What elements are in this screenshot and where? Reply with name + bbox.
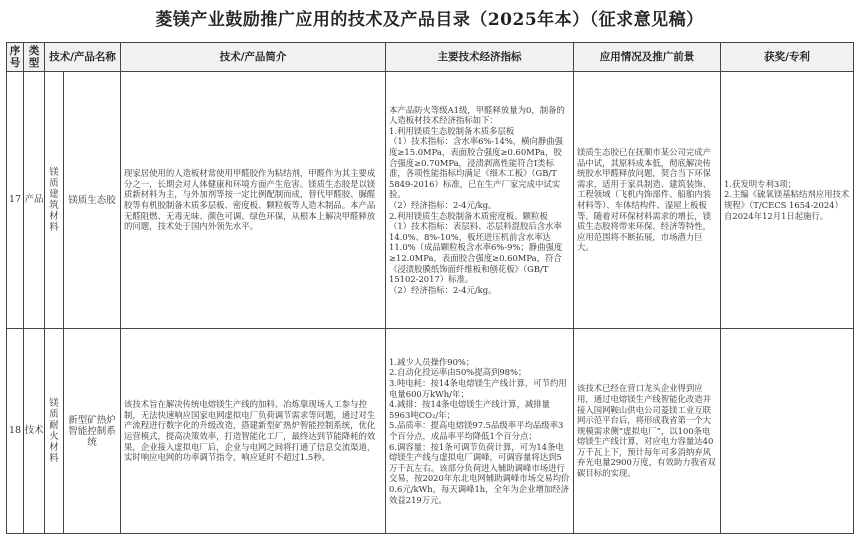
header-awards: 获奖/专利 [721, 43, 854, 72]
indicator-line: （2）经济指标：2-4元/kg。 [389, 284, 497, 295]
header-no: 序号 [7, 43, 24, 72]
indicator-line: 6.调容量：按1条可调节负荷计算，可为14条电熔镁生产线与虚拟电厂调峰，可调容量将达到5万千瓦左右。该部分负荷进入辅助调峰市场进行交易，按2020年东北电网辅助调峰市场交易均价0.6元/kWh，每天调峰1h，全年为企业增加经济效益219万元。 [389, 441, 570, 505]
table-row [7, 72, 854, 329]
table-row [7, 329, 854, 534]
catalog-table [6, 42, 854, 534]
indicator-line: 1.利用镁质生态胶制备木质多层板 [389, 125, 515, 136]
row-no: 17 [7, 72, 24, 329]
document-title: 菱镁产业鼓励推广应用的技术及产品目录（2025年本）（征求意见稿） [155, 10, 704, 30]
row-name: 新型矿热炉智能控制系统 [64, 329, 121, 534]
row-intro: 现家居使用的人造板材常使用甲醛胶作为粘结剂，甲醛作为其主要成分之一，长期会对人体健康和环境方面产生危害。镁质生态胶是以镁质新材料为主，与外加剂等按一定比例配制而成，替代甲醛胶、脲醛胶等有机胶制备木质多层板、密度板、颗粒板等人造木制品。本产品无醛阻燃、无毒无味、颜色可调、绿色环保，从根本上解决甲醛释放的问题，技术处于国内外领先水平。 [121, 72, 386, 329]
row-intro: 该技术旨在解决传统电熔镁生产线的加料、冶炼靠现场人工参与控制，无法快速响应国家电网虚拟电厂负荷调节需求等问题，通过对生产流程进行数字化的升级改造，搭建新型矿热炉智能控制系统，优化运营模式，提高决策效率，打造智能化工厂，最终达到节能降耗的效果，企业接入虚拟电厂后，企业与电网之间将打通了信息交流渠道，实时响应电网的功率调节指令，响应延时不超过1.5秒。 [121, 329, 386, 534]
header-application: 应用情况及推广前景 [574, 43, 721, 72]
row-indicators [386, 329, 574, 534]
row-application: 镁质生态胶已在抚顺市某公司完成产品中试，其原料成本低，彻底解决传统胶水甲醛释放问题，契合当下环保需求，适用于家具制造、建筑装饰、工程领域（飞机内饰部件、船舶内装材料等）、车体结构件、湿屋上板板等。随着对环保材料需求的增长，镁质生态胶将带来环保、经济等特性，应用范围将不断拓展，市场潜力巨大。 [574, 72, 721, 329]
indicator-line: 3.吨电耗：按14条电熔镁生产线计算，可节约用电量600万kWh/年； [389, 378, 567, 399]
indicator-line: 本产品防火等级A1级，甲醛释放量为0，制备的人造板材技术经济指标如下： [389, 104, 565, 126]
table-header-row [7, 43, 854, 72]
indicator-line: 4.减排：按14条电熔镁生产线计算，减排量5963吨CO₂/年； [389, 399, 551, 420]
row-type: 技术 [24, 329, 45, 534]
indicator-line: 2.利用镁质生态胶制备木质密度板、颗粒板 [389, 210, 548, 221]
row-awards [721, 72, 854, 329]
header-tech-name: 技术/产品名称 [45, 43, 121, 72]
row-application: 该技术已经在营口龙头企业得到应用，通过电熔镁生产线智能化改造并接入国网鞍山供电公司菱镁工业互联网示范平台后，将形成我省第一个大规模需求侧“虚拟电厂”，以100条电熔镁生产线计算，对应电力容量达40万千瓦上下，预计每年可多消纳弃风弃光电量2900万度，有效助力我省双碳目标的实现。 [574, 329, 721, 534]
indicator-line: 2.自动化投运率由50%提高到98%； [389, 367, 527, 378]
indicator-line: （2）经济指标：2-4元/kg。 [389, 200, 497, 210]
row-type: 产品 [24, 72, 45, 329]
row-indicators [386, 72, 574, 329]
row-category: 镁质建筑材料 [45, 72, 64, 329]
header-type: 类型 [24, 43, 45, 72]
award-line: 2.主编《硫氧镁基粘结剂应用技术规程》（T/CECS 1654-2024）自2024年12月1日起施行。 [724, 189, 850, 221]
row-no: 18 [7, 329, 24, 534]
award-line: 1.获发明专利3项； [724, 178, 796, 189]
row-category: 镁质耐火材料 [45, 329, 64, 534]
indicator-line: （1）技术指标：表层料、芯层料混胶后含水率14.0%、8%-10%，板坯进压机前含水率达11.0%（成品颗粒板含水率6%-9%；静曲强度≥12.0MPa，表面胶合强度≥0.60MPa，符合《浸渍胶膜纸饰面纤维板和刨花板》（GB/T 15102-2017）标准。 [389, 221, 563, 285]
header-indicators: 主要技术经济指标 [386, 43, 574, 72]
header-intro: 技术/产品简介 [121, 43, 386, 72]
indicator-line: 1.减少人员操作90%； [389, 356, 475, 367]
indicator-line: 5.品质率：提高电熔镁97.5品级率平均品级率3个百分点，成品率平均降低1个百分点； [389, 420, 564, 441]
row-awards [721, 329, 854, 534]
indicator-line: （1）技术指标：含水率6%-14%，横向静曲强度≥15.0MPa，表面胶合强度≥0.60MPa，胶合强度≥0.70MPa，浸渍剥离性能符合I类标准，各项性能指标均满足《细木工板》（GB/T 5849-2016）标准，已在生产厂家完成中试实验。 [389, 136, 564, 200]
row-name: 镁质生态胶 [64, 72, 121, 329]
